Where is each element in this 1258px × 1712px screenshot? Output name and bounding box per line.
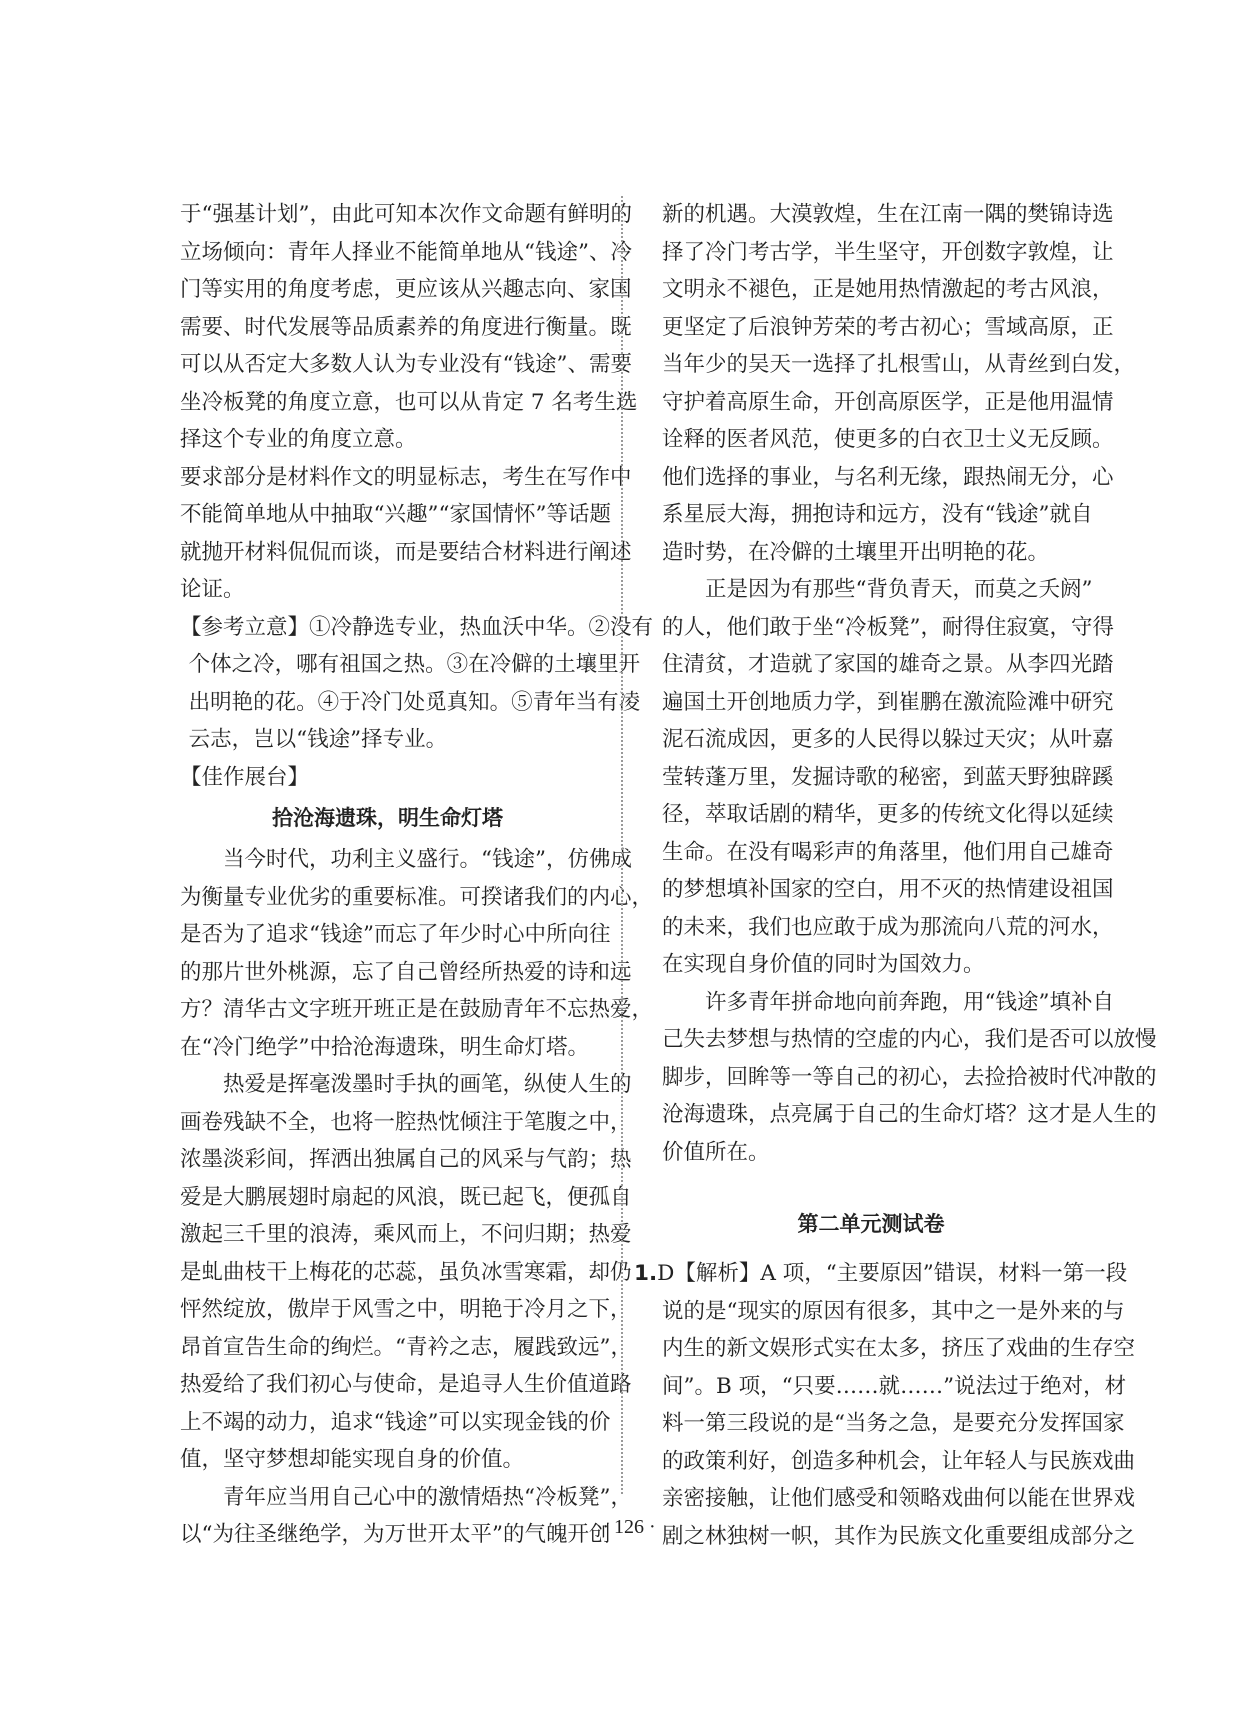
essay-line: 文明永不褪色，正是她用热情激起的考古风浪， — [662, 277, 1114, 302]
essay-line: 许多青年拼命地向前奔跑，用“钱途”填补自 — [705, 989, 1114, 1015]
essay-line: 诠释的医者风范，使更多的白衣卫士义无反顾。 — [662, 427, 1114, 452]
text-line: 立场倾向：青年人择业不能简单地从“钱途”、冷 — [180, 239, 632, 265]
essay-line: 径，萃取话剧的精华，更多的传统文化得以延续 — [662, 802, 1114, 827]
answer-line: 料一第三段说的是“当务之急，是要充分发挥国家 — [662, 1411, 1125, 1436]
text-line: 云志，岂以“钱途”择专业。 — [188, 727, 448, 752]
essay-line: 当今时代，功利主义盛行。“钱途”，仿佛成 — [223, 847, 632, 872]
essay-line: 的梦想填补国家的空白，用不灭的热情建设祖国 — [662, 877, 1114, 902]
essay-line: 正是因为有那些“背负青天，而莫之夭阏” — [705, 577, 1093, 602]
essay-line: 遍国土开创地质力学，到崔鹏在激流险滩中研究 — [662, 689, 1114, 715]
text-line: 坐冷板凳的角度立意，也可以从肯定 7 名考生选 — [180, 389, 638, 415]
text-line: 门等实用的角度考虑，更应该从兴趣志向、家国 — [180, 277, 632, 302]
right-column — [634, 196, 1157, 1555]
essay-line: 当年少的吴天一选择了扎根雪山，从青丝到白发， — [662, 352, 1136, 377]
essay-line: 上不竭的动力，追求“钱途”可以实现金钱的价 — [180, 1409, 611, 1435]
text-line: 论证。 — [180, 577, 245, 602]
page-number: · 126 · — [602, 1516, 656, 1538]
essay-line: 爱是大鹏展翅时扇起的风浪，既已起飞，便孤自 — [180, 1184, 632, 1210]
text-line: 需要、时代发展等品质素养的角度进行衡量。既 — [180, 314, 632, 340]
essay-line: 新的机遇。大漠敦煌，生在江南一隅的樊锦诗选 — [662, 202, 1114, 227]
answer-line: 剧之林独树一帜，其作为民族文化重要组成部分之 — [662, 1523, 1136, 1549]
answer-line: 亲密接触，让他们感受和领略戏曲何以能在世界戏 — [662, 1486, 1136, 1511]
explanation-text — [180, 196, 654, 796]
essay-line: 在实现自身价值的同时为国效力。 — [662, 952, 985, 977]
text-line: 【佳作展台】 — [180, 764, 310, 790]
essay-line: 脚步，回眸等一等自己的初心，去捡拾被时代冲散的 — [662, 1064, 1157, 1090]
essay-line: 昂首宣告生命的绚烂。“青衿之志，履践致远”， — [180, 1334, 632, 1360]
question-1-answer — [634, 1255, 1136, 1555]
answer-line: 间”。B 项，“只要……就……”说法过于绝对，材 — [662, 1373, 1127, 1399]
question-1-first-line-text: D【解析】A 项，“主要原因”错误，材料一第一段 — [657, 1261, 1128, 1286]
essay-line: 为衡量专业优劣的重要标准。可揆诸我们的内心， — [180, 884, 654, 910]
essay-line: 造时势，在冷僻的土壤里开出明艳的花。 — [662, 539, 1050, 565]
answer-line: 的政策利好，创造多种机会，让年轻人与民族戏曲 — [662, 1448, 1136, 1474]
essay-line: 青年应当用自己心中的激情焐热“冷板凳”， — [223, 1484, 632, 1510]
answer-line: 说的是“现实的原因有很多，其中之一是外来的与 — [662, 1298, 1125, 1324]
essay-line: 画卷残缺不全，也将一腔热忱倾注于笔腹之中， — [180, 1109, 632, 1135]
essay-line: 在“冷门绝学”中拾沧海遗珠，明生命灯塔。 — [180, 1034, 589, 1060]
section-title: 第二单元测试卷 — [797, 1212, 945, 1236]
text-line: 不能简单地从中抽取“兴趣”“家国情怀”等话题 — [180, 502, 611, 527]
essay-line: 的人，他们敢于坐“冷板凳”，耐得住寂寞，守得 — [662, 614, 1114, 640]
essay-line: 怦然绽放，傲岸于风雪之中，明艳于冷月之下， — [180, 1297, 632, 1322]
essay-line: 浓墨淡彩间，挥洒出独属自己的风采与气韵；热 — [180, 1147, 632, 1172]
essay-line: 以“为往圣继绝学，为万世开太平”的气魄开创 — [180, 1522, 611, 1547]
essay-body-continued — [662, 196, 1157, 1171]
essay-line: 他们选择的事业，与名利无缘，跟热闹无分，心 — [662, 464, 1114, 490]
text-line: 就抛开材料侃侃而谈，而是要结合材料进行阐述 — [180, 539, 632, 565]
essay-line: 值，坚守梦想却能实现自身的价值。 — [180, 1447, 525, 1472]
essay-line: 激起三千里的浪涛，乘风而上，不问归期；热爱 — [180, 1222, 632, 1247]
essay-line: 沧海遗珠，点亮属于自己的生命灯塔？这才是人生的 — [662, 1102, 1157, 1127]
essay-line: 泥石流成因，更多的人民得以躲过天灾；从叶嘉 — [662, 727, 1114, 752]
essay-line: 己失去梦想与热情的空虚的内心，我们是否可以放慢 — [662, 1027, 1157, 1052]
essay-line: 是虬曲枝干上梅花的芯蕊，虽负冰雪寒霜，却仍 — [180, 1259, 632, 1285]
text-line: 择这个专业的角度立意。 — [180, 427, 417, 452]
essay-line: 方？清华古文字班开班正是在鼓励青年不忘热爱， — [180, 997, 654, 1022]
essay-line: 生命。在没有喝彩声的角落里，他们用自己雄奇 — [662, 839, 1114, 865]
text-line: 出明艳的花。④于冷门处觅真知。⑤青年当有凌 — [188, 689, 641, 715]
essay-line: 更坚定了后浪钟芳荣的考古初心；雪域高原，正 — [662, 314, 1114, 340]
essay-title: 拾沧海遗珠，明生命灯塔 — [272, 806, 503, 830]
text-line: 【参考立意】①冷静选专业，热血沃中华。②没有 — [180, 614, 654, 640]
essay-line: 的未来，我们也应敢于成为那流向八荒的河水， — [662, 914, 1114, 940]
essay-line: 择了冷门考古学，半生坚守，开创数字敦煌，让 — [662, 239, 1114, 265]
answer-line: 内生的新文娱形式实在太多，挤压了戏曲的生存空 — [662, 1336, 1136, 1361]
question-1-first-line — [634, 1255, 1128, 1293]
question-number: 1. — [634, 1261, 658, 1286]
essay-line: 系星辰大海，拥抱诗和远方，没有“钱途”就自 — [662, 502, 1093, 527]
essay-line: 热爱是挥毫泼墨时手执的画笔，纵使人生的 — [223, 1072, 632, 1097]
essay-line: 是否为了追求“钱途”而忘了年少时心中所向往 — [180, 922, 611, 947]
essay-line: 住清贫，才造就了家国的雄奇之景。从李四光踏 — [662, 652, 1114, 677]
text-line: 可以从否定大多数人认为专业没有“钱途”、需要 — [180, 352, 632, 377]
essay-line: 的那片世外桃源，忘了自己曾经所热爱的诗和远 — [180, 959, 632, 985]
column-divider — [621, 196, 623, 1494]
text-line: 要求部分是材料作文的明显标志，考生在写作中 — [180, 464, 632, 490]
essay-line: 热爱给了我们初心与使命，是追寻人生价值道路 — [180, 1372, 632, 1397]
text-line: 个体之冷，哪有祖国之热。③在冷僻的土壤里开 — [188, 652, 641, 677]
essay-line: 莹转蓬万里，发掘诗歌的秘密，到蓝天野独辟蹊 — [662, 764, 1114, 790]
essay-line: 价值所在。 — [662, 1139, 770, 1165]
text-line: 于“强基计划”，由此可知本次作文命题有鲜明的 — [180, 202, 632, 227]
essay-line: 守护着高原生命，开创高原医学，正是他用温情 — [662, 389, 1114, 415]
